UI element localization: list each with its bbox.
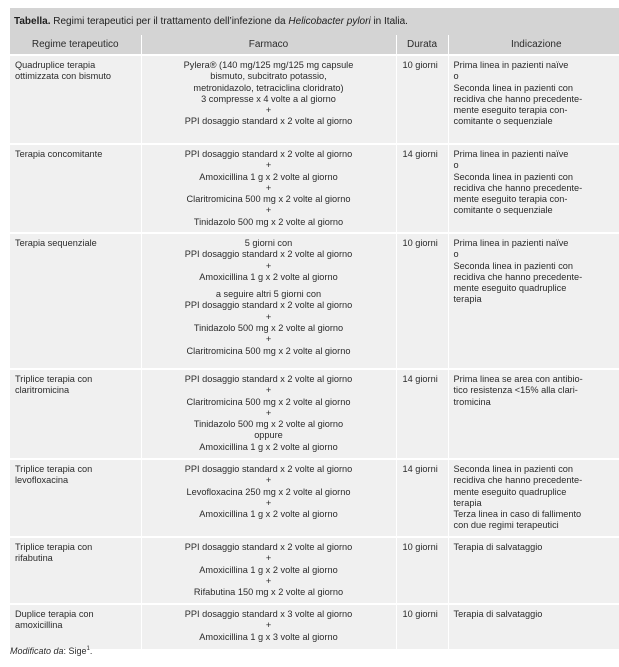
drug-line: + — [265, 497, 272, 508]
cell-regime — [10, 604, 141, 649]
caption-label: Tabella. — [14, 16, 51, 27]
cell-drug — [141, 459, 396, 537]
indication-line: comitante o sequenziale — [453, 205, 553, 216]
drug-line: PPI dosaggio standard x 2 volte al giorno — [184, 116, 353, 127]
drug-line: Amoxicillina 1 g x 2 volte al giorno — [199, 271, 338, 282]
header-indication: Indicazione — [448, 35, 619, 55]
drug-line: + — [265, 260, 272, 271]
table-caption — [10, 8, 619, 35]
therapy-table-frame — [10, 8, 619, 649]
indication-line: tico resistenza <15% alla clari- — [453, 385, 578, 396]
regime-line: Triplice terapia con — [15, 542, 93, 552]
drug-line: + — [265, 205, 272, 216]
table-row — [10, 369, 619, 459]
cell-indication — [448, 233, 619, 369]
regime-line: rifabutina — [15, 553, 53, 564]
cell-duration: 14 giorni — [396, 369, 448, 459]
regime-line: amoxicillina — [15, 620, 63, 631]
cell-indication — [448, 459, 619, 537]
indication-line: mente eseguito quadruplice — [453, 486, 567, 497]
regime-line: Quadruplice terapia — [15, 60, 96, 70]
drug-line: + — [265, 620, 272, 631]
indication-line: terapia — [453, 497, 482, 508]
regime-line: ottimizzata con bismuto — [15, 71, 111, 82]
indication-line: Terapia di salvataggio — [453, 609, 543, 619]
cell-drug — [141, 233, 396, 369]
drug-line: + — [265, 575, 272, 586]
drug-line: Tinidazolo 500 mg x 2 volte al giorno — [193, 216, 344, 227]
cell-duration: 14 giorni — [396, 459, 448, 537]
cell-indication — [448, 144, 619, 233]
cell-indication — [448, 537, 619, 604]
drug-line: 3 compresse x 4 volte a al giorno — [201, 93, 336, 104]
table-row — [10, 233, 619, 369]
drug-line: PPI dosaggio standard x 2 volte al giorno — [184, 149, 353, 159]
table-body — [10, 55, 619, 649]
drug-line: PPI dosaggio standard x 3 volte al giorno — [184, 609, 353, 619]
cell-drug — [141, 144, 396, 233]
drug-line: + — [265, 553, 272, 564]
indication-line: Terza linea in caso di fallimento — [453, 509, 582, 520]
drug-line: Levofloxacina 250 mg x 2 volte al giorno — [186, 486, 351, 497]
cell-duration: 10 giorni — [396, 233, 448, 369]
table-row — [10, 604, 619, 649]
indication-line: o — [453, 249, 459, 260]
drug-line: + — [265, 385, 272, 396]
drug-line: bismuto, subcitrato potassio, — [210, 71, 327, 82]
cell-duration: 10 giorni — [396, 537, 448, 604]
indication-line: terapia — [453, 294, 482, 305]
footnote-prefix: Modificato da — [10, 646, 64, 656]
footnote — [10, 646, 92, 656]
cell-regime — [10, 233, 141, 369]
table-row — [10, 459, 619, 537]
cell-drug — [141, 604, 396, 649]
drug-line: a seguire altri 5 giorni con — [215, 289, 322, 300]
regime-line: Triplice terapia con — [15, 374, 93, 384]
drug-line: Tinidazolo 500 mg x 2 volte al giorno — [193, 419, 344, 430]
cell-duration: 10 giorni — [396, 55, 448, 144]
cell-drug — [141, 55, 396, 144]
caption-species: Helicobacter pylori — [288, 16, 371, 27]
indication-line: o — [453, 71, 459, 82]
cell-regime — [10, 55, 141, 144]
table-row — [10, 55, 619, 144]
drug-line: PPI dosaggio standard x 2 volte al giorno — [184, 300, 353, 311]
cell-drug — [141, 537, 396, 604]
drug-line: metronidazolo, tetraciclina cloridrato) — [193, 82, 344, 93]
regime-line: Terapia sequenziale — [15, 238, 97, 248]
drug-line: Claritromicina 500 mg x 2 volte al giorno — [186, 345, 351, 356]
indication-line: mente eseguito quadruplice — [453, 283, 567, 294]
indication-line: recidiva che hanno precedente- — [453, 475, 583, 486]
indication-line: Seconda linea in pazienti con — [453, 82, 574, 93]
indication-line: Prima linea in pazienti naïve — [453, 238, 569, 248]
indication-line: Prima linea se area con antibio- — [453, 374, 583, 384]
header-drug: Farmaco — [141, 35, 396, 55]
drug-line: Amoxicillina 1 g x 2 volte al giorno — [199, 441, 338, 452]
drug-line: Amoxicillina 1 g x 2 volte al giorno — [199, 564, 338, 575]
indication-line: Terapia di salvataggio — [453, 542, 543, 552]
drug-line: PPI dosaggio standard x 2 volte al giorno — [184, 374, 353, 384]
indication-line: recidiva che hanno precedente- — [453, 271, 583, 282]
drug-line: + — [265, 311, 272, 322]
regime-line: claritromicina — [15, 385, 70, 396]
drug-line: + — [265, 407, 272, 418]
drug-line: PPI dosaggio standard x 2 volte al giorno — [184, 249, 353, 260]
table-header-row — [10, 35, 619, 55]
indication-line: Seconda linea in pazienti con — [453, 464, 574, 474]
drug-line: PPI dosaggio standard x 2 volte al giorno — [184, 542, 353, 552]
indication-line: o — [453, 160, 459, 171]
indication-line: Seconda linea in pazienti con — [453, 171, 574, 182]
header-duration: Durata — [396, 35, 448, 55]
drug-line: + — [265, 334, 272, 345]
indication-line: Prima linea in pazienti naïve — [453, 149, 569, 159]
drug-line: Tinidazolo 500 mg x 2 volte al giorno — [193, 323, 344, 334]
cell-duration: 10 giorni — [396, 604, 448, 649]
drug-line: Pylera® (140 mg/125 mg/125 mg capsule — [183, 60, 354, 70]
footnote-ref: 1 — [86, 646, 90, 652]
footnote-text: : Sige — [63, 646, 87, 656]
drug-line: Claritromicina 500 mg x 2 volte al giorno — [186, 396, 351, 407]
indication-line: recidiva che hanno precedente- — [453, 93, 583, 104]
caption-text-after: in Italia. — [370, 16, 408, 27]
regime-line: Triplice terapia con — [15, 464, 93, 474]
drug-line: + — [265, 475, 272, 486]
table-row — [10, 537, 619, 604]
drug-line: Amoxicillina 1 g x 3 volte al giorno — [199, 631, 338, 642]
drug-line: PPI dosaggio standard x 2 volte al giorno — [184, 464, 353, 474]
drug-line: 5 giorni con — [244, 238, 293, 248]
cell-drug — [141, 369, 396, 459]
cell-regime — [10, 459, 141, 537]
cell-indication — [448, 55, 619, 144]
footnote-suffix: . — [89, 646, 93, 656]
drug-line: + — [265, 182, 272, 193]
cell-regime — [10, 144, 141, 233]
therapy-table — [10, 35, 619, 649]
drug-line: Rifabutina 150 mg x 2 volte al giorno — [193, 587, 344, 598]
indication-line: comitante o sequenziale — [453, 116, 553, 127]
cell-indication — [448, 369, 619, 459]
drug-line: oppure — [254, 430, 283, 441]
indication-line: con due regimi terapeutici — [453, 520, 559, 531]
cell-regime — [10, 537, 141, 604]
indication-line: mente eseguito terapia con- — [453, 105, 568, 116]
drug-line: Claritromicina 500 mg x 2 volte al giorno — [186, 194, 351, 205]
indication-line: Seconda linea in pazienti con — [453, 260, 574, 271]
indication-line: tromicina — [453, 396, 491, 407]
cell-duration: 14 giorni — [396, 144, 448, 233]
regime-line: Terapia concomitante — [15, 149, 103, 159]
drug-line: Amoxicillina 1 g x 2 volte al giorno — [199, 509, 338, 520]
drug-line: + — [265, 105, 272, 116]
drug-line: + — [265, 160, 272, 171]
cell-regime — [10, 369, 141, 459]
regime-line: Duplice terapia con — [15, 609, 94, 619]
indication-line: mente eseguito terapia con- — [453, 194, 568, 205]
indication-line: Prima linea in pazienti naïve — [453, 60, 569, 70]
drug-line: Amoxicillina 1 g x 2 volte al giorno — [199, 171, 338, 182]
regime-line: levofloxacina — [15, 475, 69, 486]
indication-line: recidiva che hanno precedente- — [453, 182, 583, 193]
caption-text-before: Regimi terapeutici per il trattamento dell’infezione da — [50, 16, 289, 27]
header-regime: Regime terapeutico — [10, 35, 141, 55]
cell-indication — [448, 604, 619, 649]
table-row — [10, 144, 619, 233]
